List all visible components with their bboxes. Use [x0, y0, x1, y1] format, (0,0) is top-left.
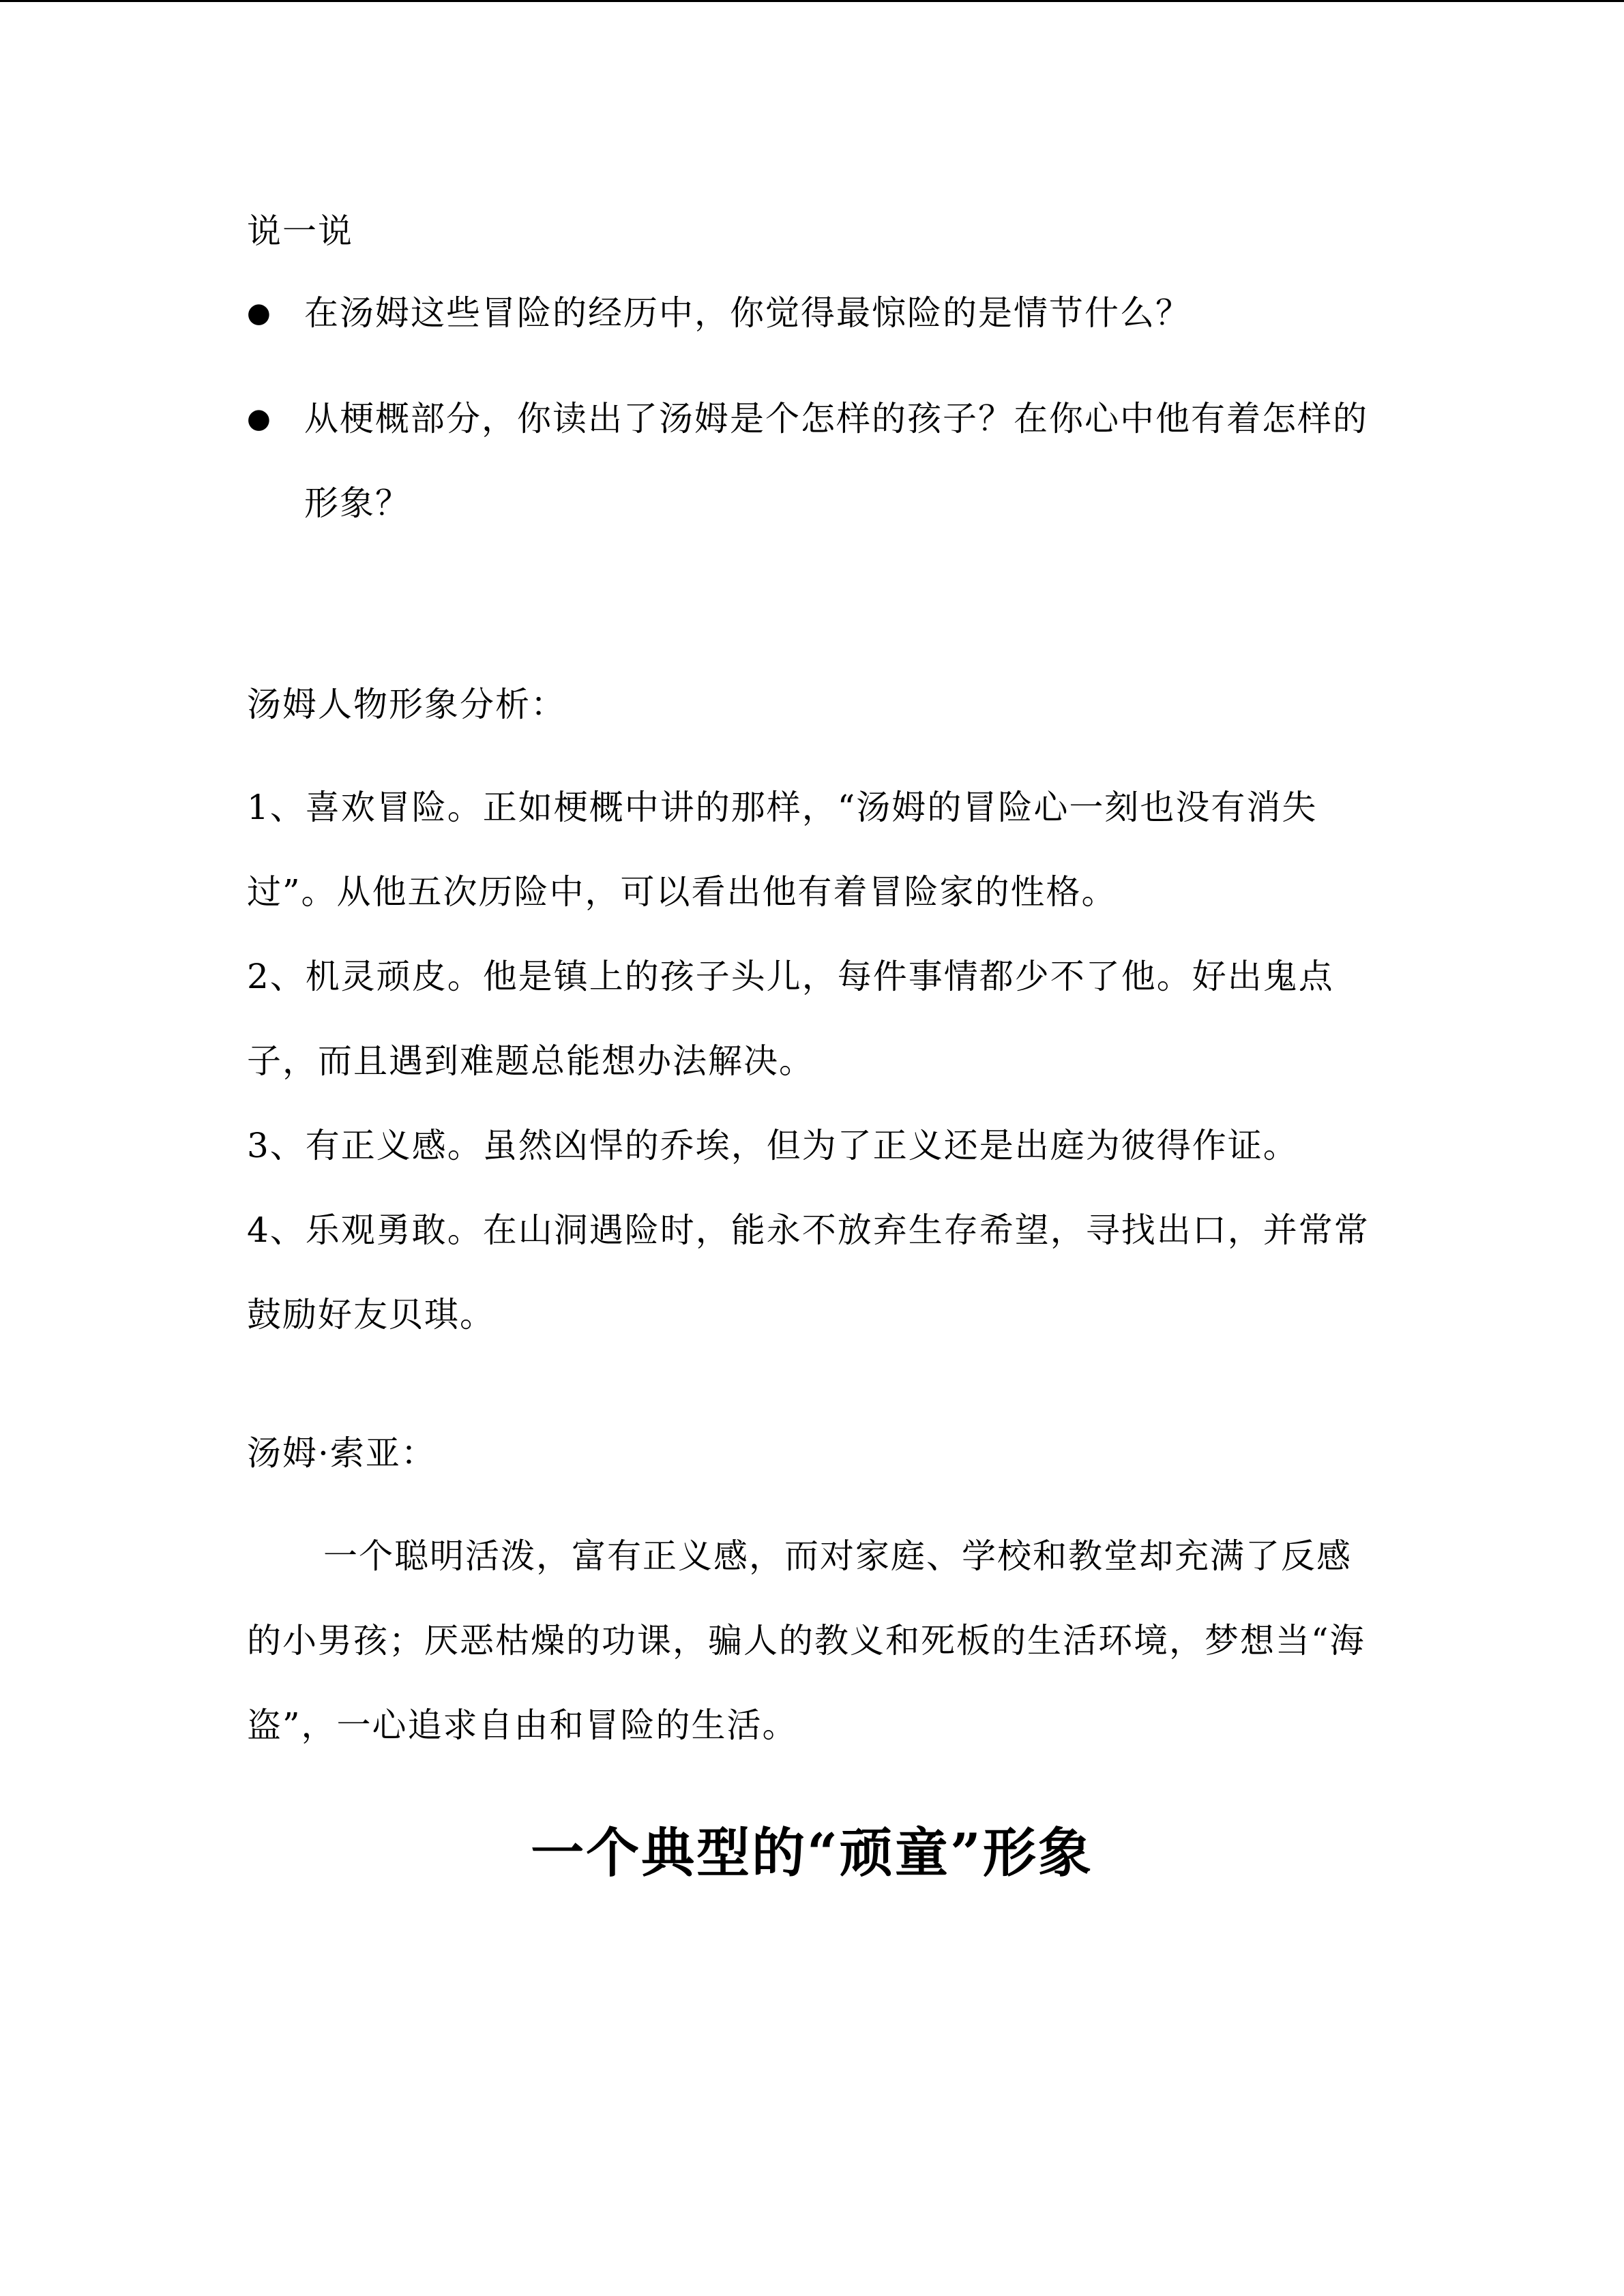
- discuss-bullet-text: 在汤姆这些冒险的经历中，你觉得最惊险的是情节什么？: [304, 293, 1191, 333]
- bullet-dot-icon: ●: [247, 297, 271, 329]
- page-top-border: [0, 0, 1624, 2]
- document-body: [247, 210, 1379, 1768]
- analysis-item: 4、乐观勇敢。在山洞遇险时，能永不放弃生存希望，寻找出口，并常常鼓励好友贝琪。: [247, 1210, 1370, 1335]
- analysis-item: 2、机灵顽皮。他是镇上的孩子头儿，每件事情都少不了他。好出鬼点子，而且遇到难题总能想办法解决。: [247, 957, 1334, 1081]
- analysis-heading: 汤姆人物形象分析：: [247, 685, 566, 724]
- analysis-item: 3、有正义感。虽然凶悍的乔埃，但为了正义还是出庭为彼得作证。: [247, 1126, 1299, 1165]
- bullet-dot-icon: ●: [247, 403, 271, 434]
- discuss-bullet-1: [247, 292, 1379, 355]
- discuss-bullet-text: 从梗概部分，你读出了汤姆是个怎样的孩子？在你心中他有着怎样的形象？: [304, 399, 1368, 523]
- discuss-bullet-2: [247, 398, 1379, 546]
- analysis-item: 1、喜欢冒险。正如梗概中讲的那样，“汤姆的冒险心一刻也没有消失过”。从他五次历险中，可以看出他有着冒险家的性格。: [247, 788, 1318, 912]
- profile-body: 一个聪明活泼，富有正义感，而对家庭、学校和教堂却充满了反感的小男孩；厌恶枯燥的功课，骗人的教义和死板的生活环境，梦想当“海盗”，一心追求自由和冒险的生活。: [247, 1536, 1365, 1745]
- profile-heading: 汤姆·索亚：: [247, 1433, 437, 1473]
- page-title: 一个典型的“顽童”形象: [531, 1822, 1093, 1884]
- discuss-heading: 说一说: [247, 211, 353, 251]
